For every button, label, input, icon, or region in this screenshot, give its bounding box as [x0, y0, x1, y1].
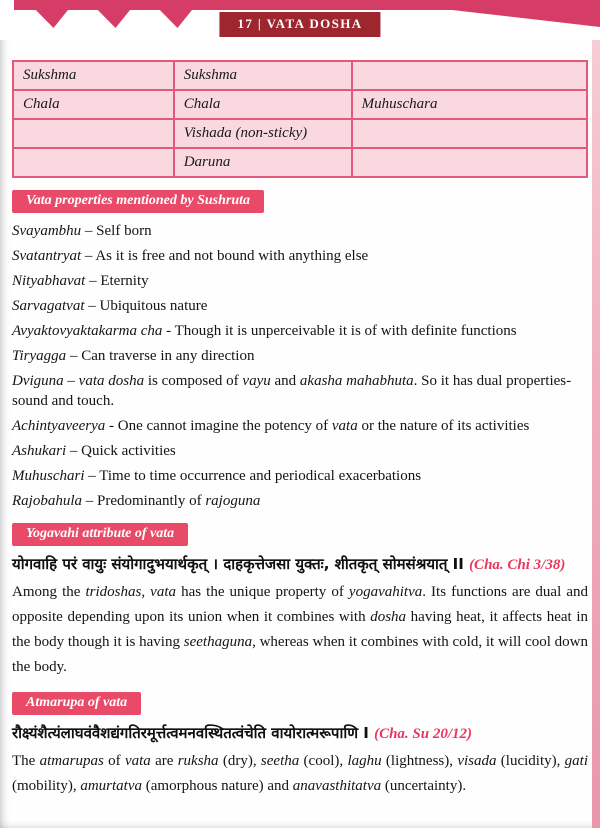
vata-properties-table	[12, 60, 588, 178]
banner-pennant-icon	[150, 0, 200, 28]
table-cell: Chala	[174, 90, 352, 119]
section-badge-label: Vata properties mentioned by Sushruta	[26, 193, 251, 208]
property-line: Muhuschari – Time to time occurrence and periodical exacerbations	[12, 468, 422, 484]
banner-pennant-icon	[26, 0, 76, 28]
property-line: Ashukari – Quick activities	[12, 443, 176, 459]
section-badge-label: Atmarupa of vata	[26, 695, 128, 710]
property-list	[12, 221, 588, 511]
page-content	[0, 40, 600, 799]
table-cell: Muhuschara	[352, 90, 587, 119]
table-cell: Vishada (non-sticky)	[174, 119, 352, 148]
section-badge-label: Yogavahi attribute of vata	[26, 526, 175, 541]
table-cell: Daruna	[174, 148, 352, 177]
table-row	[13, 148, 587, 177]
chapter-banner	[0, 0, 600, 40]
property-line: Achintyaveerya - One cannot imagine the potency of vata or the nature of its activities	[12, 418, 530, 434]
section-badge-atmarupa	[12, 692, 141, 715]
body-paragraph-yogavahi: Among the tridoshas, vata has the unique property of yogavahitva. Its functions are dual and opposite depending upon its union when it combines with dosha having heat, it affects heat in the body though it is having seethaguna, whereas when it combines with cold, it will cool down the body.	[12, 584, 588, 675]
banner-corner-wedge	[365, 0, 600, 27]
property-line: Avyaktovyaktakarma cha - Though it is unperceivable it is of with definite functions	[12, 323, 517, 339]
page-edge	[592, 40, 600, 828]
table-row	[13, 61, 587, 90]
shloka-citation: (Cha. Chi 3/38)	[469, 557, 566, 573]
table-cell	[352, 148, 587, 177]
property-line: Svatantryat – As it is free and not bound with anything else	[12, 248, 369, 264]
property-line: Svayambhu – Self born	[12, 223, 152, 239]
body-paragraph-atmarupa: The atmarupas of vata are ruksha (dry), seetha (cool), laghu (lightness), visada (lucidity), gati (mobility), amurtatva (amorphous nature) and anavasthitatva (uncertainty).	[12, 753, 589, 794]
table-cell	[13, 119, 174, 148]
shloka-text: योगवाहि परं वायुः संयोगादुभयार्थकृत् । दाहकृत्तेजसा युक्तः, शीतकृत् सोमसंश्रयात् II	[12, 555, 470, 573]
shloka-citation: (Cha. Su 20/12)	[374, 726, 473, 742]
property-line: Rajobahula – Predominantly of rajoguna	[12, 493, 261, 509]
table-cell	[352, 61, 587, 90]
property-line: Nityabhavat – Eternity	[12, 273, 149, 289]
section-badge-yogavahi	[12, 523, 188, 546]
chapter-title	[219, 12, 380, 37]
section-badge-sushruta-properties	[12, 190, 264, 213]
table-cell: Sukshma	[13, 61, 174, 90]
property-line: Sarvagatvat – Ubiquitous nature	[12, 298, 208, 314]
table-cell	[13, 148, 174, 177]
table-cell: Sukshma	[174, 61, 352, 90]
property-line: Dviguna – vata dosha is composed of vayu and akasha mahabhuta. So it has dual properties- sound and touch.	[12, 373, 572, 409]
table-cell	[352, 119, 587, 148]
banner-pennant-icon	[88, 0, 138, 28]
chapter-title-text: 17 | VATA DOSHA	[237, 16, 363, 31]
shloka-text: रौक्ष्यंशैत्यंलाघवंवैशद्यंगतिरमूर्त्तत्वमनवस्थितत्वंचेति वायोरात्मरूपाणि I	[12, 724, 375, 742]
table-row	[13, 119, 587, 148]
table-row	[13, 90, 587, 119]
sanskrit-shloka-atmarupa	[12, 723, 588, 744]
table-cell: Chala	[13, 90, 174, 119]
property-line: Tiryagga – Can traverse in any direction	[12, 348, 255, 364]
sanskrit-shloka-yogavahi	[12, 554, 588, 575]
